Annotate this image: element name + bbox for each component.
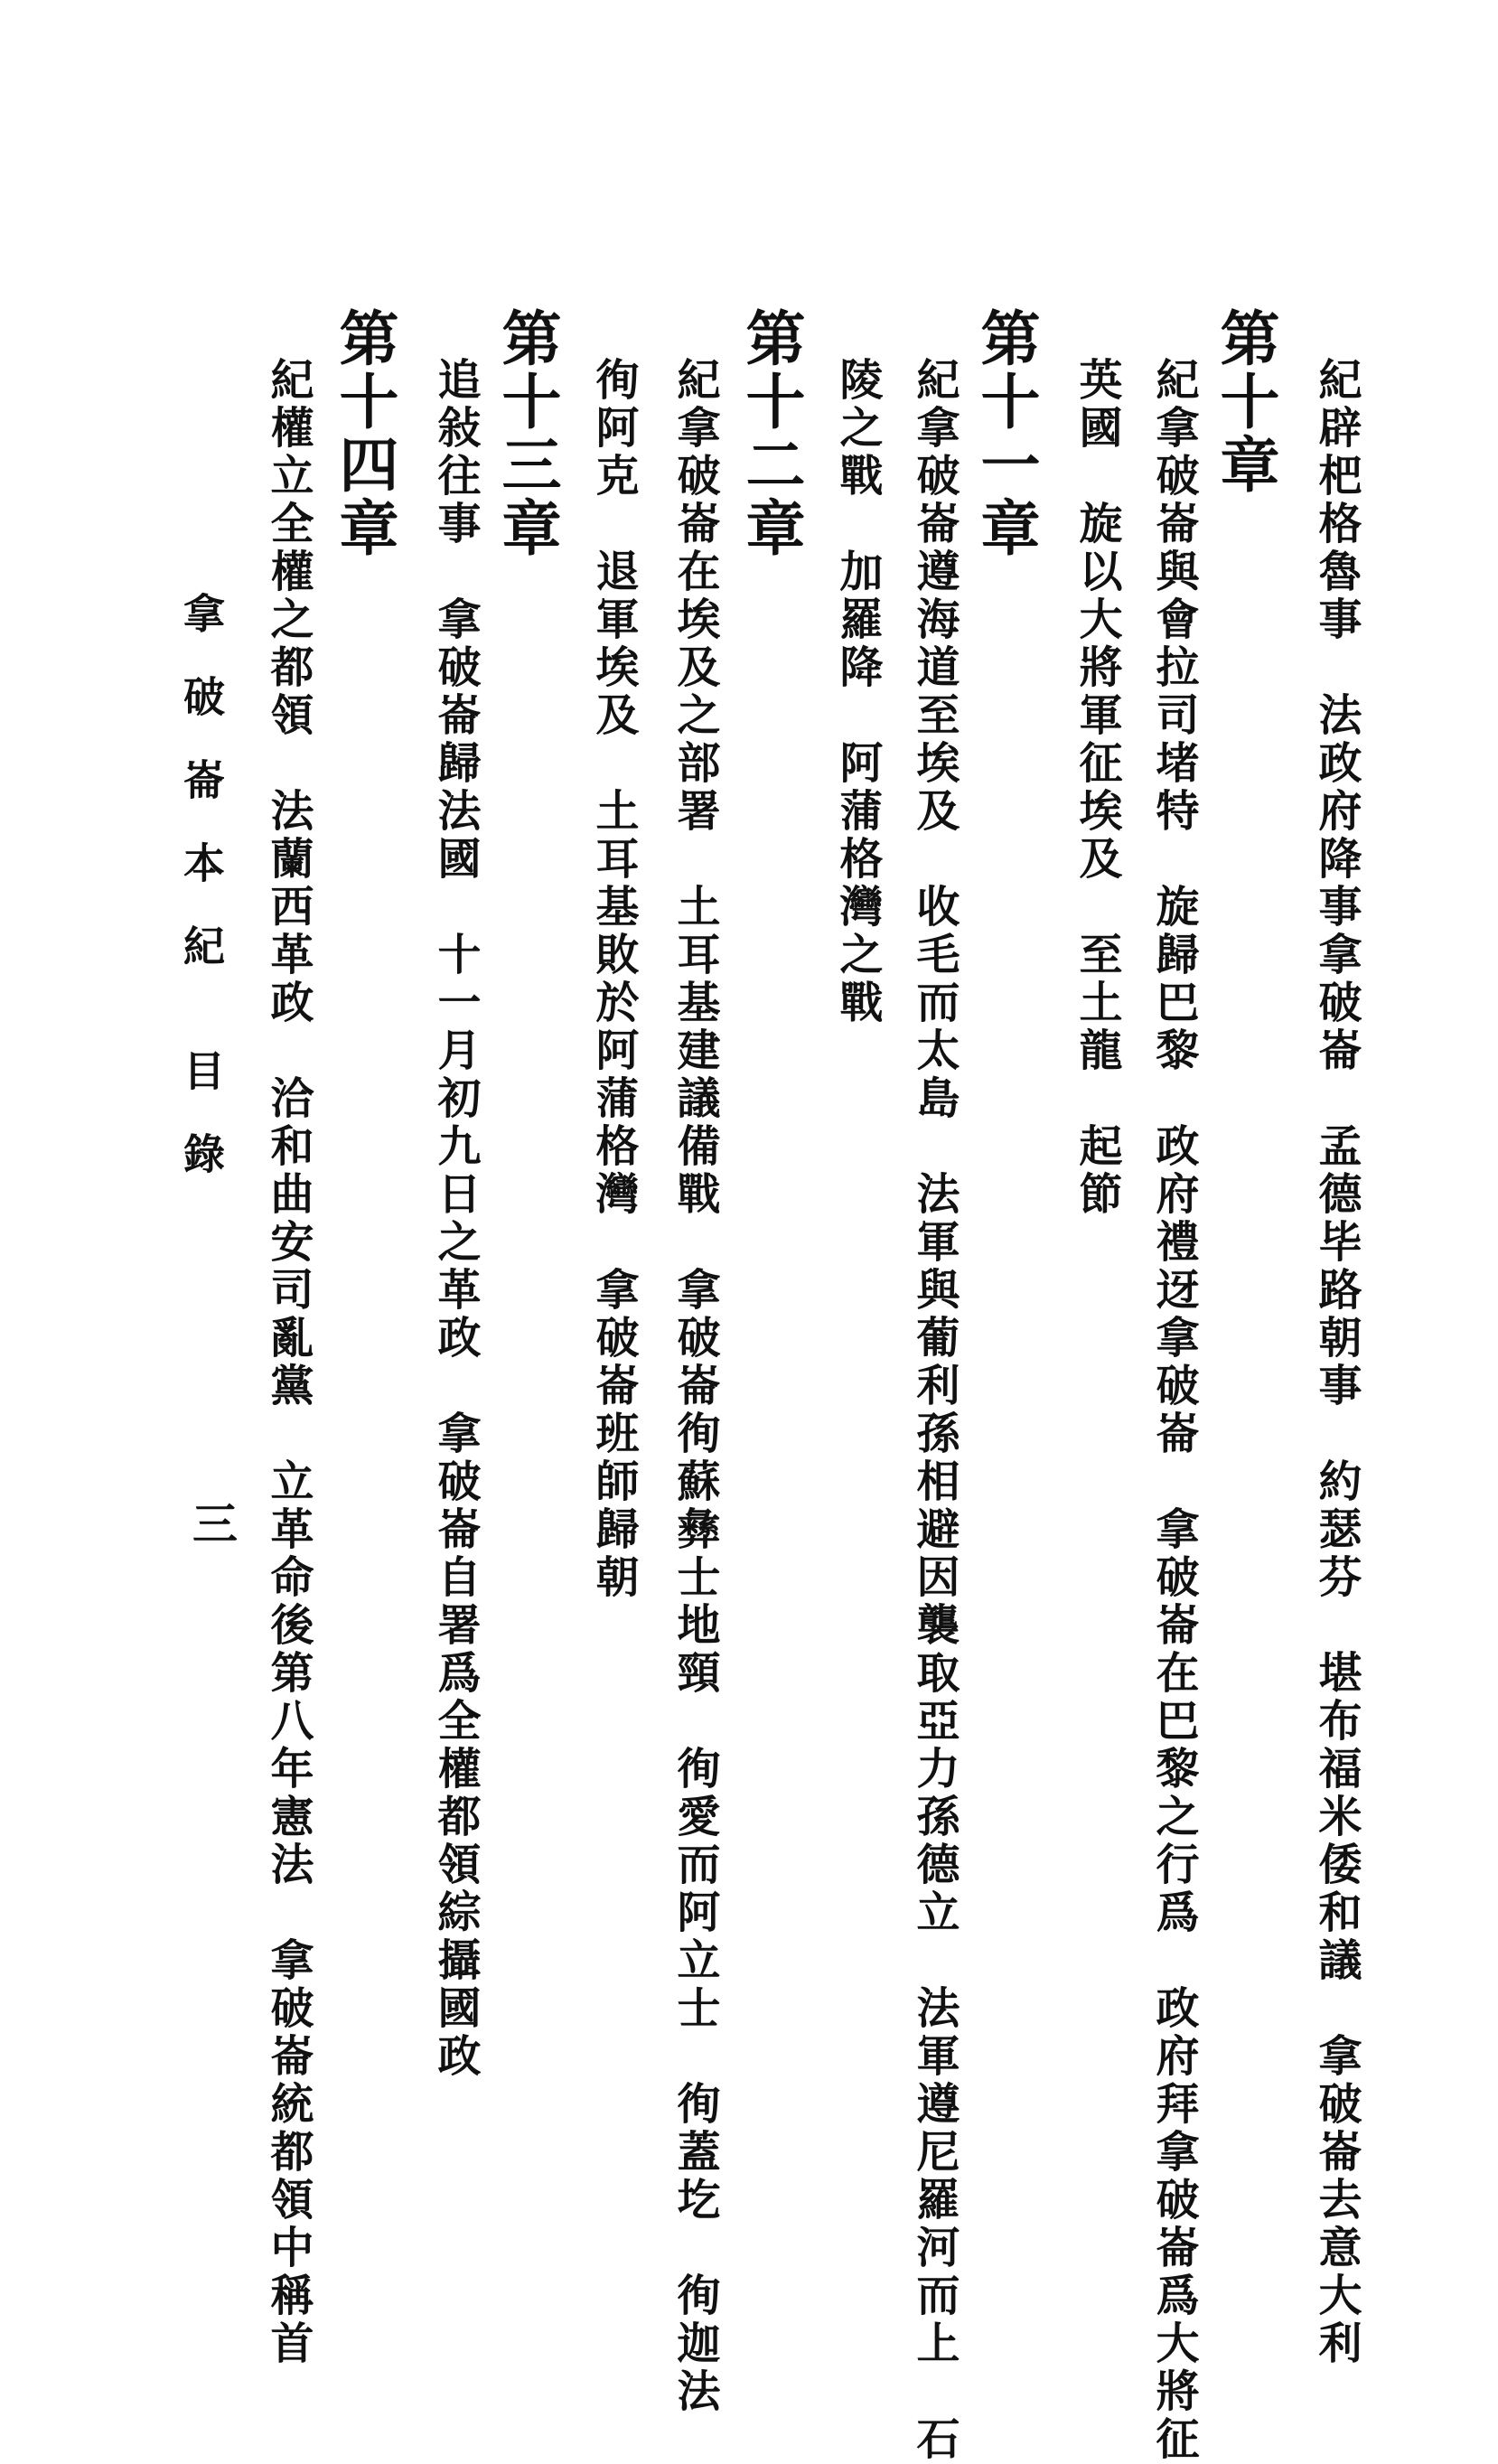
- chapter-14-heading: 第十四章: [329, 307, 399, 560]
- chapter-10-line-3: 英國 旋以大將軍征埃及 至土龍 起節: [1072, 357, 1122, 1219]
- chapter-10-line-2: 紀拿破崙與會拉司堵特 旋歸巴黎 政府禮迓拿破崙 拿破崙在巴黎之行爲 政府拜拿破崙爲大將征: [1148, 357, 1199, 2464]
- chapter-14-line-1: 紀權立全權之都領 法蘭西革政 洽和曲安司亂黨 立革命後第八年憲法 拿破崙統都領中稱首: [263, 357, 314, 2368]
- book-title: 拿破崙本紀: [177, 592, 226, 1007]
- chapter-11-heading: 第十一章: [970, 307, 1041, 560]
- chapter-10-heading: 第十章: [1210, 307, 1280, 497]
- running-title: [177, 411, 264, 1215]
- chapter-12-line-1: 紀拿破崙在埃及之部署 土耳基建議備戰 拿破崙徇蘇彝士地頸 徇愛而阿立士 徇蓋圪 徇迦法: [669, 357, 720, 2416]
- chapter-13-line-1: 追敍往事 拿破崙歸法國 十一月初九日之革政 拿破崙自署爲全權都領綜攝國政: [430, 357, 481, 2081]
- page-number: 三: [185, 1500, 239, 1545]
- chapter-10-line-1: 紀辟杷格魯事 法政府降事拿破崙 孟德毕路朝事 約瑟芬 堪布福米倭和議 拿破崙去意大利: [1311, 357, 1362, 2368]
- chapter-12-heading: 第十二章: [735, 307, 806, 560]
- chapter-11-line-1: 紀拿破崙遵海道至埃及 收毛而太島 法軍與葡利孫相避因襲取亞力孫德立 法軍遵尼羅河而上 石: [909, 357, 960, 2464]
- section-label: 目錄: [177, 1049, 226, 1215]
- chapter-11-line-2: 陵之戰 加羅降 阿蒲格灣之戰: [832, 357, 883, 1027]
- chapter-12-line-2: 徇阿克 退軍埃及 土耳基敗於阿蒲格灣 拿破崙班師歸朝: [588, 357, 639, 1602]
- chapter-13-heading: 第十三章: [492, 307, 562, 560]
